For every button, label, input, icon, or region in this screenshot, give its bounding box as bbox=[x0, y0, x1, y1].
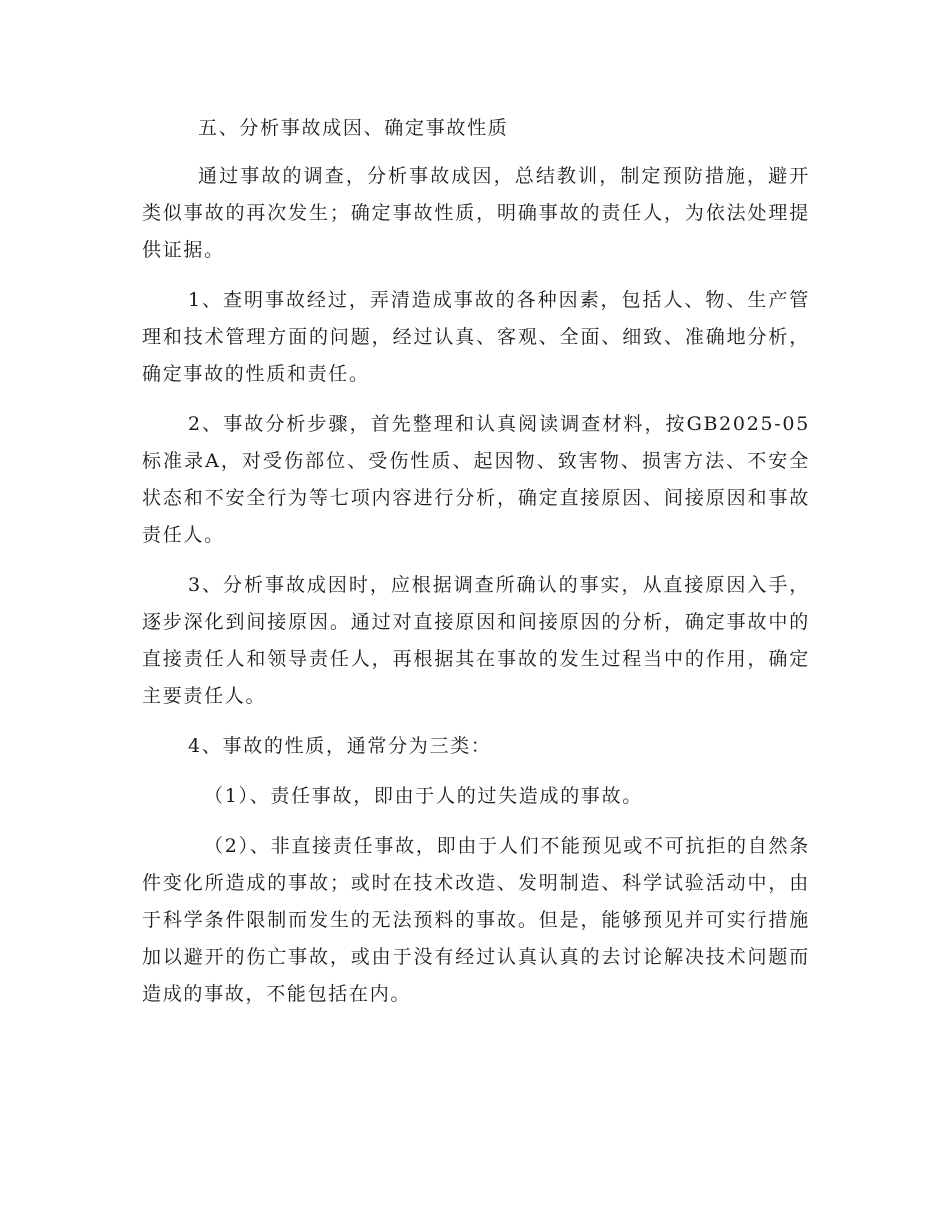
subitem-1-paragraph: （1）、责任事故，即由于人的过失造成的事故。 bbox=[204, 785, 643, 807]
subitem-2-paragraph: （2）、非直接责任事故，即由于人们不能预见或不可抗拒的自然条件变化所造成的事故；或时在技术改造、发明制造、科学试验活动中，由于科学条件限制而发生的无法预料的事故。但是，能够预见并可实行措施加以避开的伤亡事故，或由于没有经过认真认真的去讨论解决技术问题而造成的事故，不能包括在内。 bbox=[142, 835, 810, 1005]
document-body bbox=[142, 110, 810, 1013]
item-1-paragraph: 1、查明事故经过，弄清造成事故的各种因素，包括人、物、生产管理和技术管理方面的问题，经过认真、客观、全面、细致、准确地分析，确定事故的性质和责任。 bbox=[142, 289, 810, 385]
item-2-paragraph: 2、事故分析步骤，首先整理和认真阅读调查材料，按GB2025-05标准录A，对受伤部位、受伤性质、起因物、致害物、损害方法、不安全状态和不安全行为等七项内容进行分析，确定直接原因、间接原因和事故责任人。 bbox=[142, 413, 810, 546]
intro-paragraph: 通过事故的调查，分析事故成因，总结教训，制定预防措施，避开类似事故的再次发生；确定事故性质，明确事故的责任人，为依法处理提供证据。 bbox=[142, 165, 810, 261]
section-heading: 五、分析事故成因、确定事故性质 bbox=[198, 117, 509, 139]
item-4-paragraph: 4、事故的性质，通常分为三类： bbox=[188, 735, 492, 757]
item-3-paragraph: 3、分析事故成因时，应根据调查所确认的事实，从直接原因入手，逐步深化到间接原因。通过对直接原因和间接原因的分析，确定事故中的直接责任人和领导责任人，再根据其在事故的发生过程当中的作用，确定主要责任人。 bbox=[142, 574, 810, 707]
